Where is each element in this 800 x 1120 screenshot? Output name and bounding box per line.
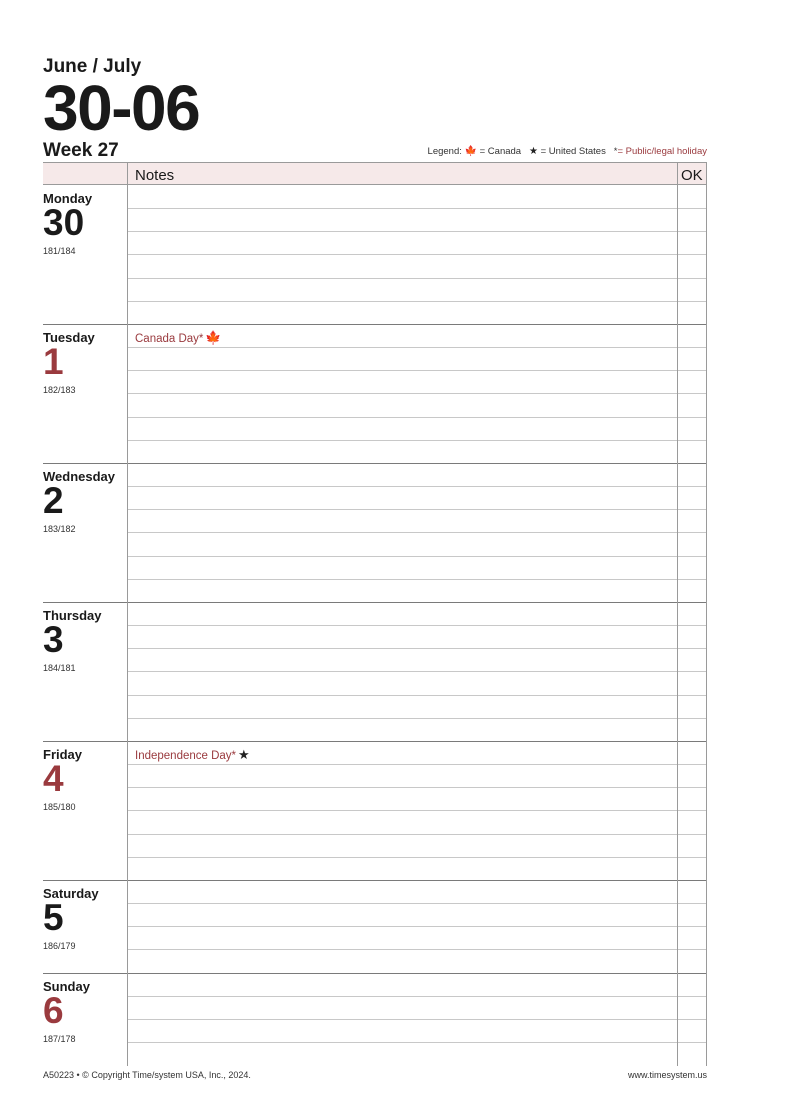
note-line[interactable] — [127, 301, 707, 302]
note-line[interactable] — [127, 579, 707, 580]
day-number: 1 — [43, 341, 64, 382]
note-line[interactable] — [127, 996, 707, 997]
day-section — [43, 973, 707, 1066]
note-line[interactable] — [127, 857, 707, 858]
note-line[interactable] — [127, 532, 707, 533]
holiday-name: Canada Day* — [135, 333, 204, 345]
day-name: Thursday — [43, 608, 102, 623]
note-line[interactable] — [127, 949, 707, 950]
page-header — [43, 56, 199, 162]
day-section — [43, 602, 707, 741]
day-number: 6 — [43, 990, 64, 1031]
day-name: Wednesday — [43, 469, 116, 484]
day-name: Friday — [43, 747, 83, 762]
note-line[interactable] — [127, 926, 707, 927]
day-section — [43, 741, 707, 880]
notes-column-header: Notes — [135, 167, 175, 184]
day-of-year-count: 184/181 — [43, 663, 76, 673]
day-name: Sunday — [43, 979, 90, 994]
day-of-year-count: 185/180 — [43, 802, 76, 812]
note-line[interactable] — [127, 764, 707, 765]
legend-us-label: = United States — [540, 146, 606, 157]
day-separator — [43, 324, 707, 325]
note-line[interactable] — [127, 509, 707, 510]
note-line[interactable] — [127, 208, 707, 209]
week-label: Week 27 — [43, 140, 119, 161]
ok-column-header: OK — [681, 167, 703, 184]
day-name: Monday — [43, 191, 93, 206]
legend-holiday-label: = Public/legal holiday — [617, 146, 707, 157]
day-separator — [43, 602, 707, 603]
day-section — [43, 463, 707, 602]
maple-leaf-icon: 🍁 — [464, 146, 477, 157]
note-line[interactable] — [127, 903, 707, 904]
maple-leaf-icon: 🍁 — [205, 330, 222, 345]
day-column-divider — [127, 162, 128, 1066]
note-line[interactable] — [127, 278, 707, 279]
day-of-year-count: 187/178 — [43, 1034, 76, 1044]
day-name: Tuesday — [43, 330, 95, 345]
note-line[interactable] — [127, 370, 707, 371]
note-line[interactable] — [127, 648, 707, 649]
legend-holiday-star: * — [613, 146, 618, 157]
note-line[interactable] — [127, 834, 707, 835]
day-number: 4 — [43, 758, 64, 799]
ok-column-divider — [677, 162, 678, 1066]
day-number: 30 — [43, 202, 85, 243]
day-section — [43, 324, 707, 463]
note-line[interactable] — [127, 718, 707, 719]
holiday-name: Independence Day* — [135, 750, 237, 762]
day-separator — [43, 741, 707, 742]
legend-prefix: Legend: — [427, 146, 462, 157]
note-line[interactable] — [127, 810, 707, 811]
legend — [428, 146, 707, 157]
note-line[interactable] — [127, 787, 707, 788]
note-line[interactable] — [127, 417, 707, 418]
day-of-year-count: 186/179 — [43, 941, 76, 951]
website-link[interactable]: www.timesystem.us — [627, 1070, 707, 1080]
note-line[interactable] — [127, 556, 707, 557]
day-section — [43, 185, 707, 324]
date-range: 30-06 — [43, 72, 200, 144]
day-name: Saturday — [43, 886, 99, 901]
grid-header — [43, 162, 707, 185]
day-separator — [43, 973, 707, 974]
note-line[interactable] — [127, 254, 707, 255]
day-separator — [43, 463, 707, 464]
note-line[interactable] — [127, 1042, 707, 1043]
day-separator — [43, 880, 707, 881]
note-line[interactable] — [127, 1019, 707, 1020]
day-number: 2 — [43, 480, 64, 521]
day-section — [43, 880, 707, 973]
holiday-label — [135, 747, 250, 763]
week-grid — [43, 162, 707, 1066]
copyright-text: A50223 • © Copyright Time/system USA, Inc., 2024. — [43, 1070, 251, 1080]
note-line[interactable] — [127, 671, 707, 672]
note-line[interactable] — [127, 625, 707, 626]
day-number: 3 — [43, 619, 64, 660]
note-line[interactable] — [127, 440, 707, 441]
note-line[interactable] — [127, 347, 707, 348]
holiday-label — [135, 330, 222, 346]
star-icon: ★ — [238, 747, 250, 762]
day-of-year-count: 182/183 — [43, 385, 76, 395]
note-line[interactable] — [127, 695, 707, 696]
day-of-year-count: 181/184 — [43, 246, 76, 256]
day-number: 5 — [43, 897, 64, 938]
day-of-year-count: 183/182 — [43, 524, 76, 534]
star-icon: ★ — [529, 146, 538, 157]
grid-right-border — [706, 162, 707, 1066]
note-line[interactable] — [127, 486, 707, 487]
legend-canada-label: = Canada — [479, 146, 522, 157]
months-label: June / July — [43, 56, 142, 77]
note-line[interactable] — [127, 393, 707, 394]
note-line[interactable] — [127, 231, 707, 232]
